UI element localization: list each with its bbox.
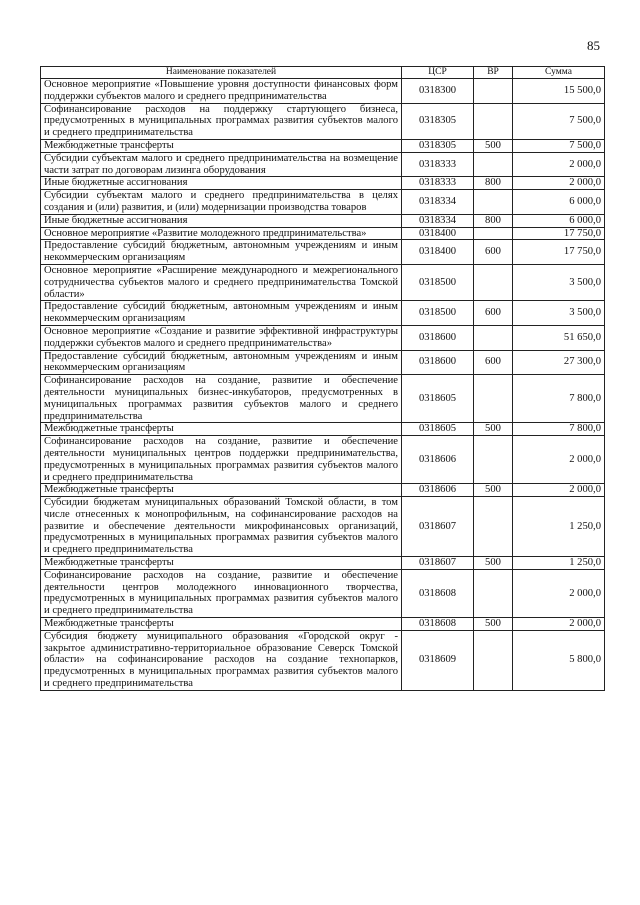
header-vr: ВР bbox=[474, 67, 513, 79]
cell-vr bbox=[474, 227, 513, 240]
cell-sum: 51 650,0 bbox=[513, 325, 605, 350]
table-row bbox=[41, 557, 605, 570]
cell-vr bbox=[474, 190, 513, 215]
cell-sum: 2 000,0 bbox=[513, 569, 605, 617]
cell-name: Предоставление субсидий бюджетным, автономным учреждениям и иным некоммерческим организациям bbox=[41, 350, 402, 375]
table-row bbox=[41, 375, 605, 423]
header-name: Наименование показателей bbox=[41, 67, 402, 79]
page-number: 85 bbox=[587, 38, 600, 53]
cell-csr: 0318500 bbox=[402, 301, 474, 326]
cell-csr: 0318333 bbox=[402, 152, 474, 177]
cell-name: Основное мероприятие «Повышение уровня доступности финансовых форм поддержки субъектов малого и среднего предпринимательства bbox=[41, 79, 402, 104]
cell-vr bbox=[474, 325, 513, 350]
table-row bbox=[41, 325, 605, 350]
cell-sum: 1 250,0 bbox=[513, 497, 605, 557]
cell-sum: 17 750,0 bbox=[513, 227, 605, 240]
cell-csr: 0318300 bbox=[402, 79, 474, 104]
cell-csr: 0318333 bbox=[402, 177, 474, 190]
cell-vr bbox=[474, 436, 513, 484]
cell-vr bbox=[474, 497, 513, 557]
cell-csr: 0318608 bbox=[402, 618, 474, 631]
cell-csr: 0318400 bbox=[402, 240, 474, 265]
cell-csr: 0318305 bbox=[402, 139, 474, 152]
table-row bbox=[41, 103, 605, 139]
cell-vr: 600 bbox=[474, 350, 513, 375]
cell-csr: 0318609 bbox=[402, 630, 474, 690]
cell-csr: 0318600 bbox=[402, 325, 474, 350]
cell-name: Основное мероприятие «Создание и развитие эффективной инфраструктуры поддержки субъектов малого и среднего предпринимательства» bbox=[41, 325, 402, 350]
table-row bbox=[41, 618, 605, 631]
cell-csr: 0318607 bbox=[402, 497, 474, 557]
cell-csr: 0318606 bbox=[402, 484, 474, 497]
cell-vr: 500 bbox=[474, 484, 513, 497]
cell-sum: 7 500,0 bbox=[513, 103, 605, 139]
table-row bbox=[41, 264, 605, 300]
table-row bbox=[41, 423, 605, 436]
cell-vr bbox=[474, 630, 513, 690]
cell-vr bbox=[474, 79, 513, 104]
table-row bbox=[41, 240, 605, 265]
cell-csr: 0318334 bbox=[402, 214, 474, 227]
cell-vr: 600 bbox=[474, 240, 513, 265]
cell-csr: 0318608 bbox=[402, 569, 474, 617]
table-header-row bbox=[41, 67, 605, 79]
cell-sum: 6 000,0 bbox=[513, 214, 605, 227]
cell-csr: 0318600 bbox=[402, 350, 474, 375]
table-row bbox=[41, 569, 605, 617]
cell-sum: 15 500,0 bbox=[513, 79, 605, 104]
table-row bbox=[41, 227, 605, 240]
cell-csr: 0318605 bbox=[402, 375, 474, 423]
cell-vr bbox=[474, 152, 513, 177]
cell-vr bbox=[474, 103, 513, 139]
cell-name: Межбюджетные трансферты bbox=[41, 423, 402, 436]
cell-sum: 3 500,0 bbox=[513, 301, 605, 326]
table-row bbox=[41, 79, 605, 104]
cell-sum: 1 250,0 bbox=[513, 557, 605, 570]
table-row bbox=[41, 497, 605, 557]
cell-csr: 0318605 bbox=[402, 423, 474, 436]
cell-vr: 600 bbox=[474, 301, 513, 326]
cell-name: Софинансирование расходов на поддержку стартующего бизнеса, предусмотренных в муниципальных программах развития субъектов малого и среднего предпринимательства bbox=[41, 103, 402, 139]
cell-name: Основное мероприятие «Расширение международного и межрегионального сотрудничества субъектов малого и среднего предпринимательства Томской области» bbox=[41, 264, 402, 300]
cell-name: Предоставление субсидий бюджетным, автономным учреждениям и иным некоммерческим организациям bbox=[41, 240, 402, 265]
table-row bbox=[41, 152, 605, 177]
cell-sum: 7 800,0 bbox=[513, 375, 605, 423]
cell-name: Субсидии бюджетам муниципальных образований Томской области, в том числе отнесенных к монопрофильным, на софинансирование расходов на развитие и обеспечение деятельности микрофинансовых организаций, предусмотренных в муниципальных программах развития субъектов малого и среднего предпринимательства bbox=[41, 497, 402, 557]
cell-csr: 0318606 bbox=[402, 436, 474, 484]
cell-name: Софинансирование расходов на создание, развитие и обеспечение деятельности муниципальных бизнес-инкубаторов, предусмотренных в муниципальных программах развития субъектов малого и среднего предпринимательства bbox=[41, 375, 402, 423]
header-csr: ЦСР bbox=[402, 67, 474, 79]
table-row bbox=[41, 350, 605, 375]
cell-csr: 0318500 bbox=[402, 264, 474, 300]
cell-sum: 3 500,0 bbox=[513, 264, 605, 300]
cell-vr: 500 bbox=[474, 423, 513, 436]
cell-name: Софинансирование расходов на создание, развитие и обеспечение деятельности муниципальных центров поддержки предпринимательства, предусмотренных в муниципальных программах развития субъектов малого и среднего предпринимательства bbox=[41, 436, 402, 484]
table-row bbox=[41, 214, 605, 227]
table-row bbox=[41, 436, 605, 484]
cell-vr bbox=[474, 569, 513, 617]
cell-name: Межбюджетные трансферты bbox=[41, 484, 402, 497]
table-row bbox=[41, 190, 605, 215]
cell-vr: 500 bbox=[474, 618, 513, 631]
cell-csr: 0318400 bbox=[402, 227, 474, 240]
cell-name: Иные бюджетные ассигнования bbox=[41, 214, 402, 227]
cell-name: Межбюджетные трансферты bbox=[41, 139, 402, 152]
cell-name: Межбюджетные трансферты bbox=[41, 618, 402, 631]
cell-sum: 2 000,0 bbox=[513, 177, 605, 190]
table-body bbox=[41, 79, 605, 691]
cell-csr: 0318305 bbox=[402, 103, 474, 139]
cell-name: Субсидии субъектам малого и среднего предпринимательства на возмещение части затрат по договорам лизинга оборудования bbox=[41, 152, 402, 177]
cell-name: Субсидия бюджету муниципального образования «Городской округ - закрытое административно-территориальное образование Северск Томской области» на софинансирование расходов на создание технопарков, предусмотренных в муниципальных программах развития субъектов малого и среднего предпринимательства bbox=[41, 630, 402, 690]
cell-vr: 500 bbox=[474, 557, 513, 570]
cell-csr: 0318334 bbox=[402, 190, 474, 215]
cell-vr bbox=[474, 375, 513, 423]
table-row bbox=[41, 139, 605, 152]
cell-sum: 27 300,0 bbox=[513, 350, 605, 375]
cell-vr: 800 bbox=[474, 214, 513, 227]
cell-name: Субсидии субъектам малого и среднего предпринимательства в целях создания и (или) развития, и (или) модернизации производства товаров bbox=[41, 190, 402, 215]
budget-table bbox=[40, 66, 605, 691]
cell-vr: 800 bbox=[474, 177, 513, 190]
header-sum: Сумма bbox=[513, 67, 605, 79]
cell-sum: 2 000,0 bbox=[513, 484, 605, 497]
cell-name: Предоставление субсидий бюджетным, автономным учреждениям и иным некоммерческим организациям bbox=[41, 301, 402, 326]
cell-name: Основное мероприятие «Развитие молодежного предпринимательства» bbox=[41, 227, 402, 240]
cell-csr: 0318607 bbox=[402, 557, 474, 570]
table-row bbox=[41, 484, 605, 497]
table-row bbox=[41, 177, 605, 190]
cell-sum: 2 000,0 bbox=[513, 618, 605, 631]
cell-sum: 7 800,0 bbox=[513, 423, 605, 436]
table-row bbox=[41, 301, 605, 326]
cell-name: Софинансирование расходов на создание, развитие и обеспечение деятельности центров молодежного инновационного творчества, предусмотренных в муниципальных программах развития субъектов малого и среднего предпринимательства bbox=[41, 569, 402, 617]
cell-name: Иные бюджетные ассигнования bbox=[41, 177, 402, 190]
cell-sum: 17 750,0 bbox=[513, 240, 605, 265]
cell-vr: 500 bbox=[474, 139, 513, 152]
cell-name: Межбюджетные трансферты bbox=[41, 557, 402, 570]
table-row bbox=[41, 630, 605, 690]
cell-sum: 2 000,0 bbox=[513, 436, 605, 484]
cell-sum: 2 000,0 bbox=[513, 152, 605, 177]
cell-sum: 7 500,0 bbox=[513, 139, 605, 152]
cell-vr bbox=[474, 264, 513, 300]
cell-sum: 6 000,0 bbox=[513, 190, 605, 215]
cell-sum: 5 800,0 bbox=[513, 630, 605, 690]
